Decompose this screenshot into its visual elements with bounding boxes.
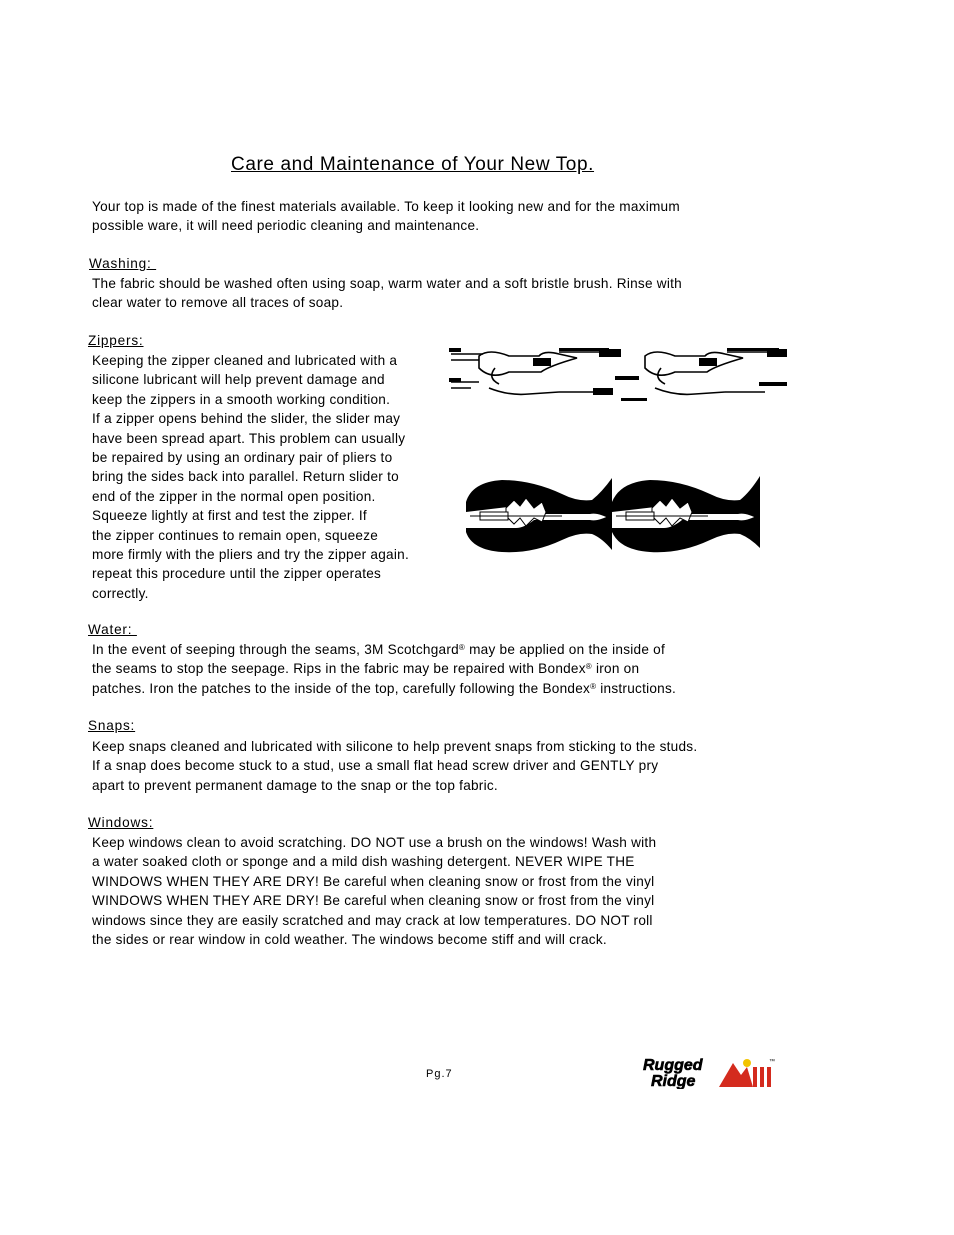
- water-line2-end: iron on: [591, 661, 640, 677]
- water-heading: Water:: [88, 622, 137, 637]
- water-line: [92, 640, 676, 659]
- windows-paragraph: [92, 833, 656, 949]
- zippers-line: have been spread apart. This problem can usually: [92, 430, 406, 446]
- snaps-line: If a snap does become stuck to a stud, use a small flat head screw driver and GENTLY pry: [92, 758, 659, 774]
- zippers-line: Squeeze lightly at first and test the zipper. If: [92, 508, 367, 524]
- zippers-line: silicone lubricant will help prevent damage and: [92, 372, 385, 388]
- zippers-line: If a zipper opens behind the slider, the slider may: [92, 411, 401, 427]
- zippers-line: be repaired by using an ordinary pair of pliers to: [92, 449, 393, 465]
- zippers-line: the zipper continues to remain open, squeeze: [92, 527, 379, 543]
- windows-line: windows since they are easily scratched and may crack at low temperatures. DO NOT roll: [92, 912, 653, 928]
- snaps-line: Keep snaps cleaned and lubricated with silicone to help prevent snaps from sticking to the studs.: [92, 739, 698, 754]
- zippers-line: bring the sides back into parallel. Return slider to: [92, 469, 399, 485]
- windows-line: WINDOWS WHEN THEY ARE DRY! Be careful when cleaning snow or frost from the vinyl: [92, 873, 655, 889]
- registered-mark: ®: [585, 662, 592, 672]
- page-title: Care and Maintenance of Your New Top.: [231, 154, 595, 175]
- zippers-line: correctly.: [92, 585, 149, 601]
- zippers-line: repeat this procedure until the zipper operates: [92, 566, 382, 582]
- intro-paragraph: [92, 197, 680, 236]
- windows-heading: Windows:: [88, 815, 154, 830]
- windows-line: Keep windows clean to avoid scratching. DO NOT use a brush on the windows! Wash with: [92, 835, 657, 850]
- water-line1-start: In the event of seeping through the seams, 3M Scotchgard: [92, 642, 459, 657]
- water-line1-end: may be applied on the inside of: [465, 642, 666, 657]
- zippers-line: more firmly with the pliers and try the zipper again.: [92, 546, 409, 562]
- rugged-ridge-logo: [641, 1055, 777, 1089]
- water-line3-end: instructions.: [596, 680, 677, 696]
- logo-line1: Rugged: [643, 1057, 703, 1074]
- water-line: [92, 659, 676, 678]
- logo-tm: ™: [769, 1059, 775, 1065]
- snaps-paragraph: [92, 737, 697, 795]
- registered-mark: ®: [458, 643, 466, 652]
- zippers-line: keep the zippers in a smooth working condition.: [92, 391, 391, 407]
- intro-line: possible ware, it will need periodic cleaning and maintenance.: [92, 218, 480, 234]
- washing-paragraph: [92, 274, 682, 313]
- zippers-line: Keeping the zipper cleaned and lubricated with a: [92, 353, 398, 368]
- zipper-slider-illustration: [449, 346, 788, 404]
- pliers-illustration: [462, 472, 760, 632]
- registered-mark: ®: [590, 681, 597, 691]
- water-line3-start: patches. Iron the patches to the inside of the top, carefully following the Bondex: [92, 680, 591, 696]
- snaps-line: apart to prevent permanent damage to the snap or the top fabric.: [92, 777, 498, 793]
- windows-line: WINDOWS WHEN THEY ARE DRY! Be careful when cleaning snow or frost from the vinyl: [92, 893, 655, 909]
- water-paragraph: [92, 640, 676, 698]
- zippers-heading: Zippers:: [88, 333, 144, 348]
- zippers-paragraph: [92, 351, 409, 603]
- water-line: [92, 679, 676, 698]
- windows-line: the sides or rear window in cold weather. The windows become stiff and will crack.: [92, 931, 607, 947]
- water-line2-start: the seams to stop the seepage. Rips in the fabric may be repaired with Bondex: [92, 661, 586, 677]
- washing-heading: Washing:: [89, 256, 157, 271]
- windows-line: a water soaked cloth or sponge and a mild dish washing detergent. NEVER WIPE THE: [92, 854, 635, 870]
- page-number: Pg.7: [426, 1068, 453, 1080]
- washing-line: The fabric should be washed often using soap, warm water and a soft bristle brush. Rinse with: [92, 276, 682, 291]
- logo-line2: Ridge: [651, 1073, 696, 1089]
- zippers-line: end of the zipper in the normal open position.: [92, 488, 376, 504]
- intro-line: Your top is made of the finest materials available. To keep it looking new and for the maximum: [92, 199, 680, 214]
- washing-line: clear water to remove all traces of soap.: [92, 295, 344, 311]
- snaps-heading: Snaps:: [88, 718, 136, 733]
